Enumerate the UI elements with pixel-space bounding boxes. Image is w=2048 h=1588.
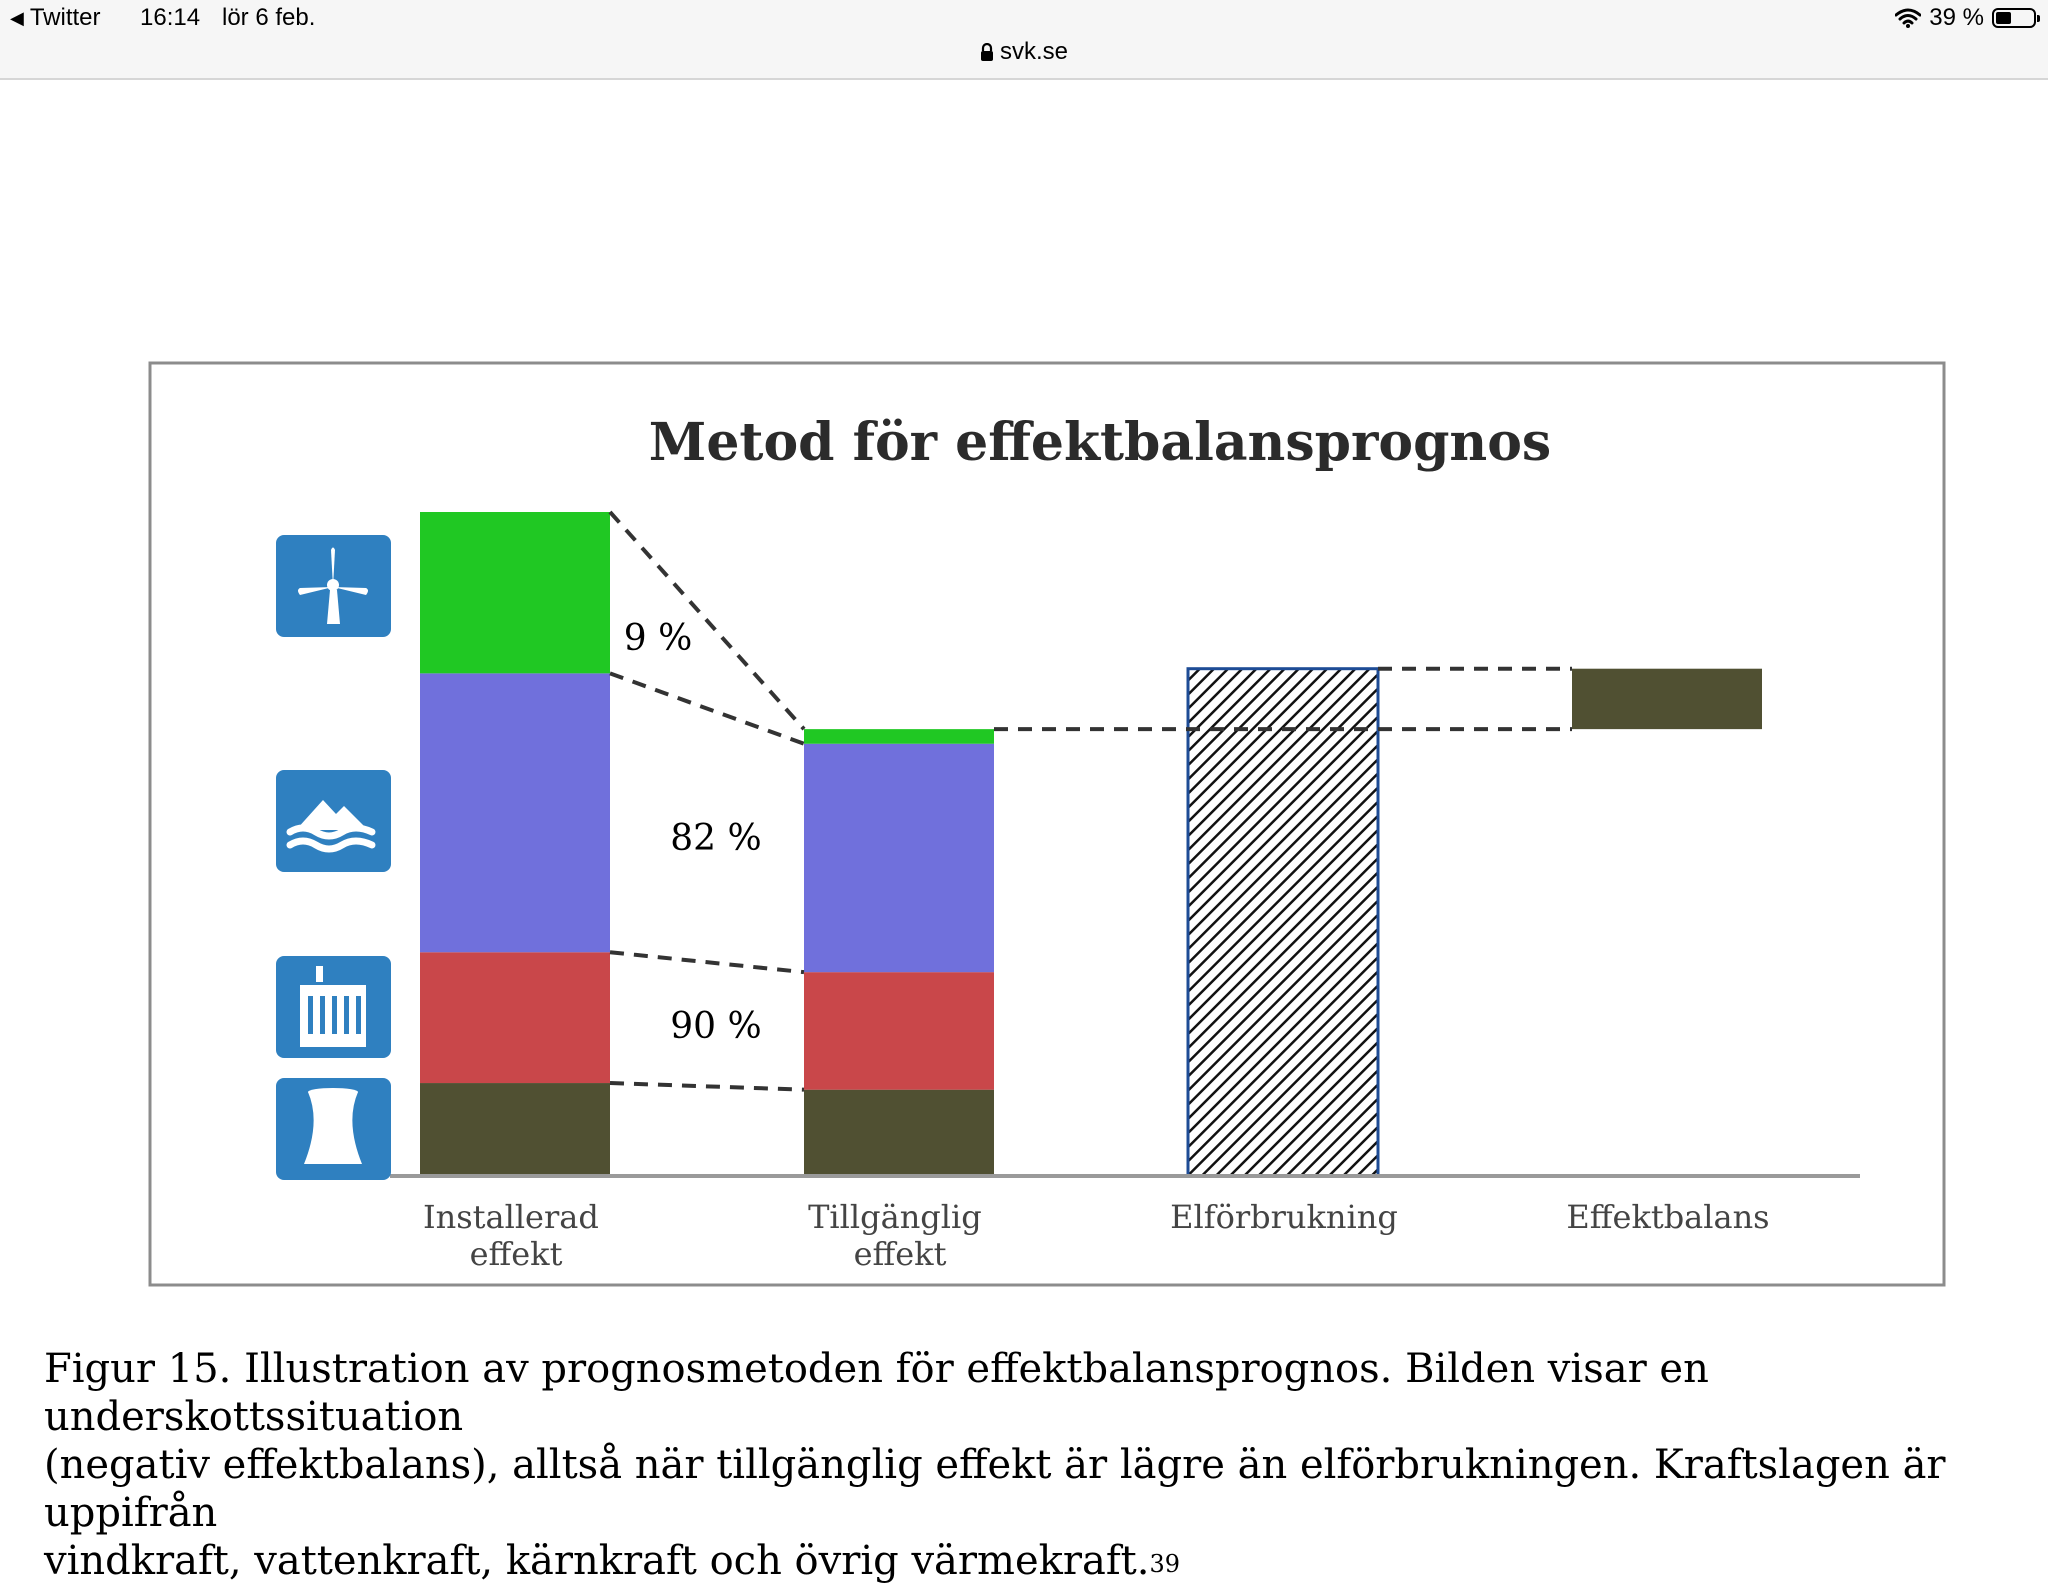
back-app-label: Twitter bbox=[29, 4, 101, 31]
hydro-icon bbox=[276, 770, 391, 872]
chart-frame bbox=[150, 363, 1944, 1285]
cooling-tower-icon bbox=[276, 1078, 391, 1180]
nuclear-availability-label: 90 % bbox=[670, 1006, 762, 1047]
bar-installerad-effekt-ovrig-varmekraft bbox=[420, 1083, 610, 1176]
bar-tillganglig-effekt-vattenkraft bbox=[804, 744, 994, 972]
figure-caption bbox=[44, 1345, 2024, 1588]
wind-turbine-icon bbox=[276, 535, 391, 637]
clock: 16:14 bbox=[140, 4, 201, 31]
battery-percent: 39 % bbox=[1929, 4, 1984, 31]
bar-installerad-effekt-vattenkraft bbox=[420, 673, 610, 952]
category-label-balance: Effektbalans bbox=[1566, 1198, 1770, 1236]
bar-tillganglig-effekt-karnkraft bbox=[804, 972, 994, 1090]
date: lör 6 feb. bbox=[222, 4, 316, 31]
bar-tillganglig-effekt-vindkraft bbox=[804, 729, 994, 744]
caption-line-2: (negativ effektbalans), alltså när tillgänglig effekt är lägre än elförbrukningen. Kraftslagen är uppifrån bbox=[44, 1442, 1946, 1536]
nuclear-icon bbox=[276, 956, 391, 1058]
bar-tillganglig-effekt-ovrig-varmekraft bbox=[804, 1090, 994, 1176]
bar-effektbalans bbox=[1572, 669, 1762, 729]
hydro-availability-label: 82 % bbox=[670, 818, 762, 859]
footnote-ref[interactable]: 39 bbox=[1149, 1550, 1180, 1578]
wind-availability-label: 9 % bbox=[623, 618, 693, 659]
chart-title: Metod för effektbalansprognos bbox=[648, 412, 1552, 473]
back-arrow-icon: ◀ bbox=[10, 7, 24, 28]
bar-installerad-effekt-karnkraft bbox=[420, 952, 610, 1083]
bar-elforbrukning bbox=[1188, 669, 1378, 1176]
bar-installerad-effekt-vindkraft bbox=[420, 512, 610, 673]
caption-line-1: Figur 15. Illustration av prognosmetoden för effektbalansprognos. Bilden visar en underskottssituation bbox=[44, 1346, 1709, 1440]
url-text: svk.se bbox=[999, 38, 1068, 65]
category-label-consumption: Elförbrukning bbox=[1170, 1198, 1398, 1236]
caption-line-3: vindkraft, vattenkraft, kärnkraft och övrig värmekraft. bbox=[44, 1538, 1150, 1584]
category-label-available: Tillgänglig effekt bbox=[808, 1198, 982, 1273]
category-label-installed: Installerad effekt bbox=[422, 1198, 599, 1273]
